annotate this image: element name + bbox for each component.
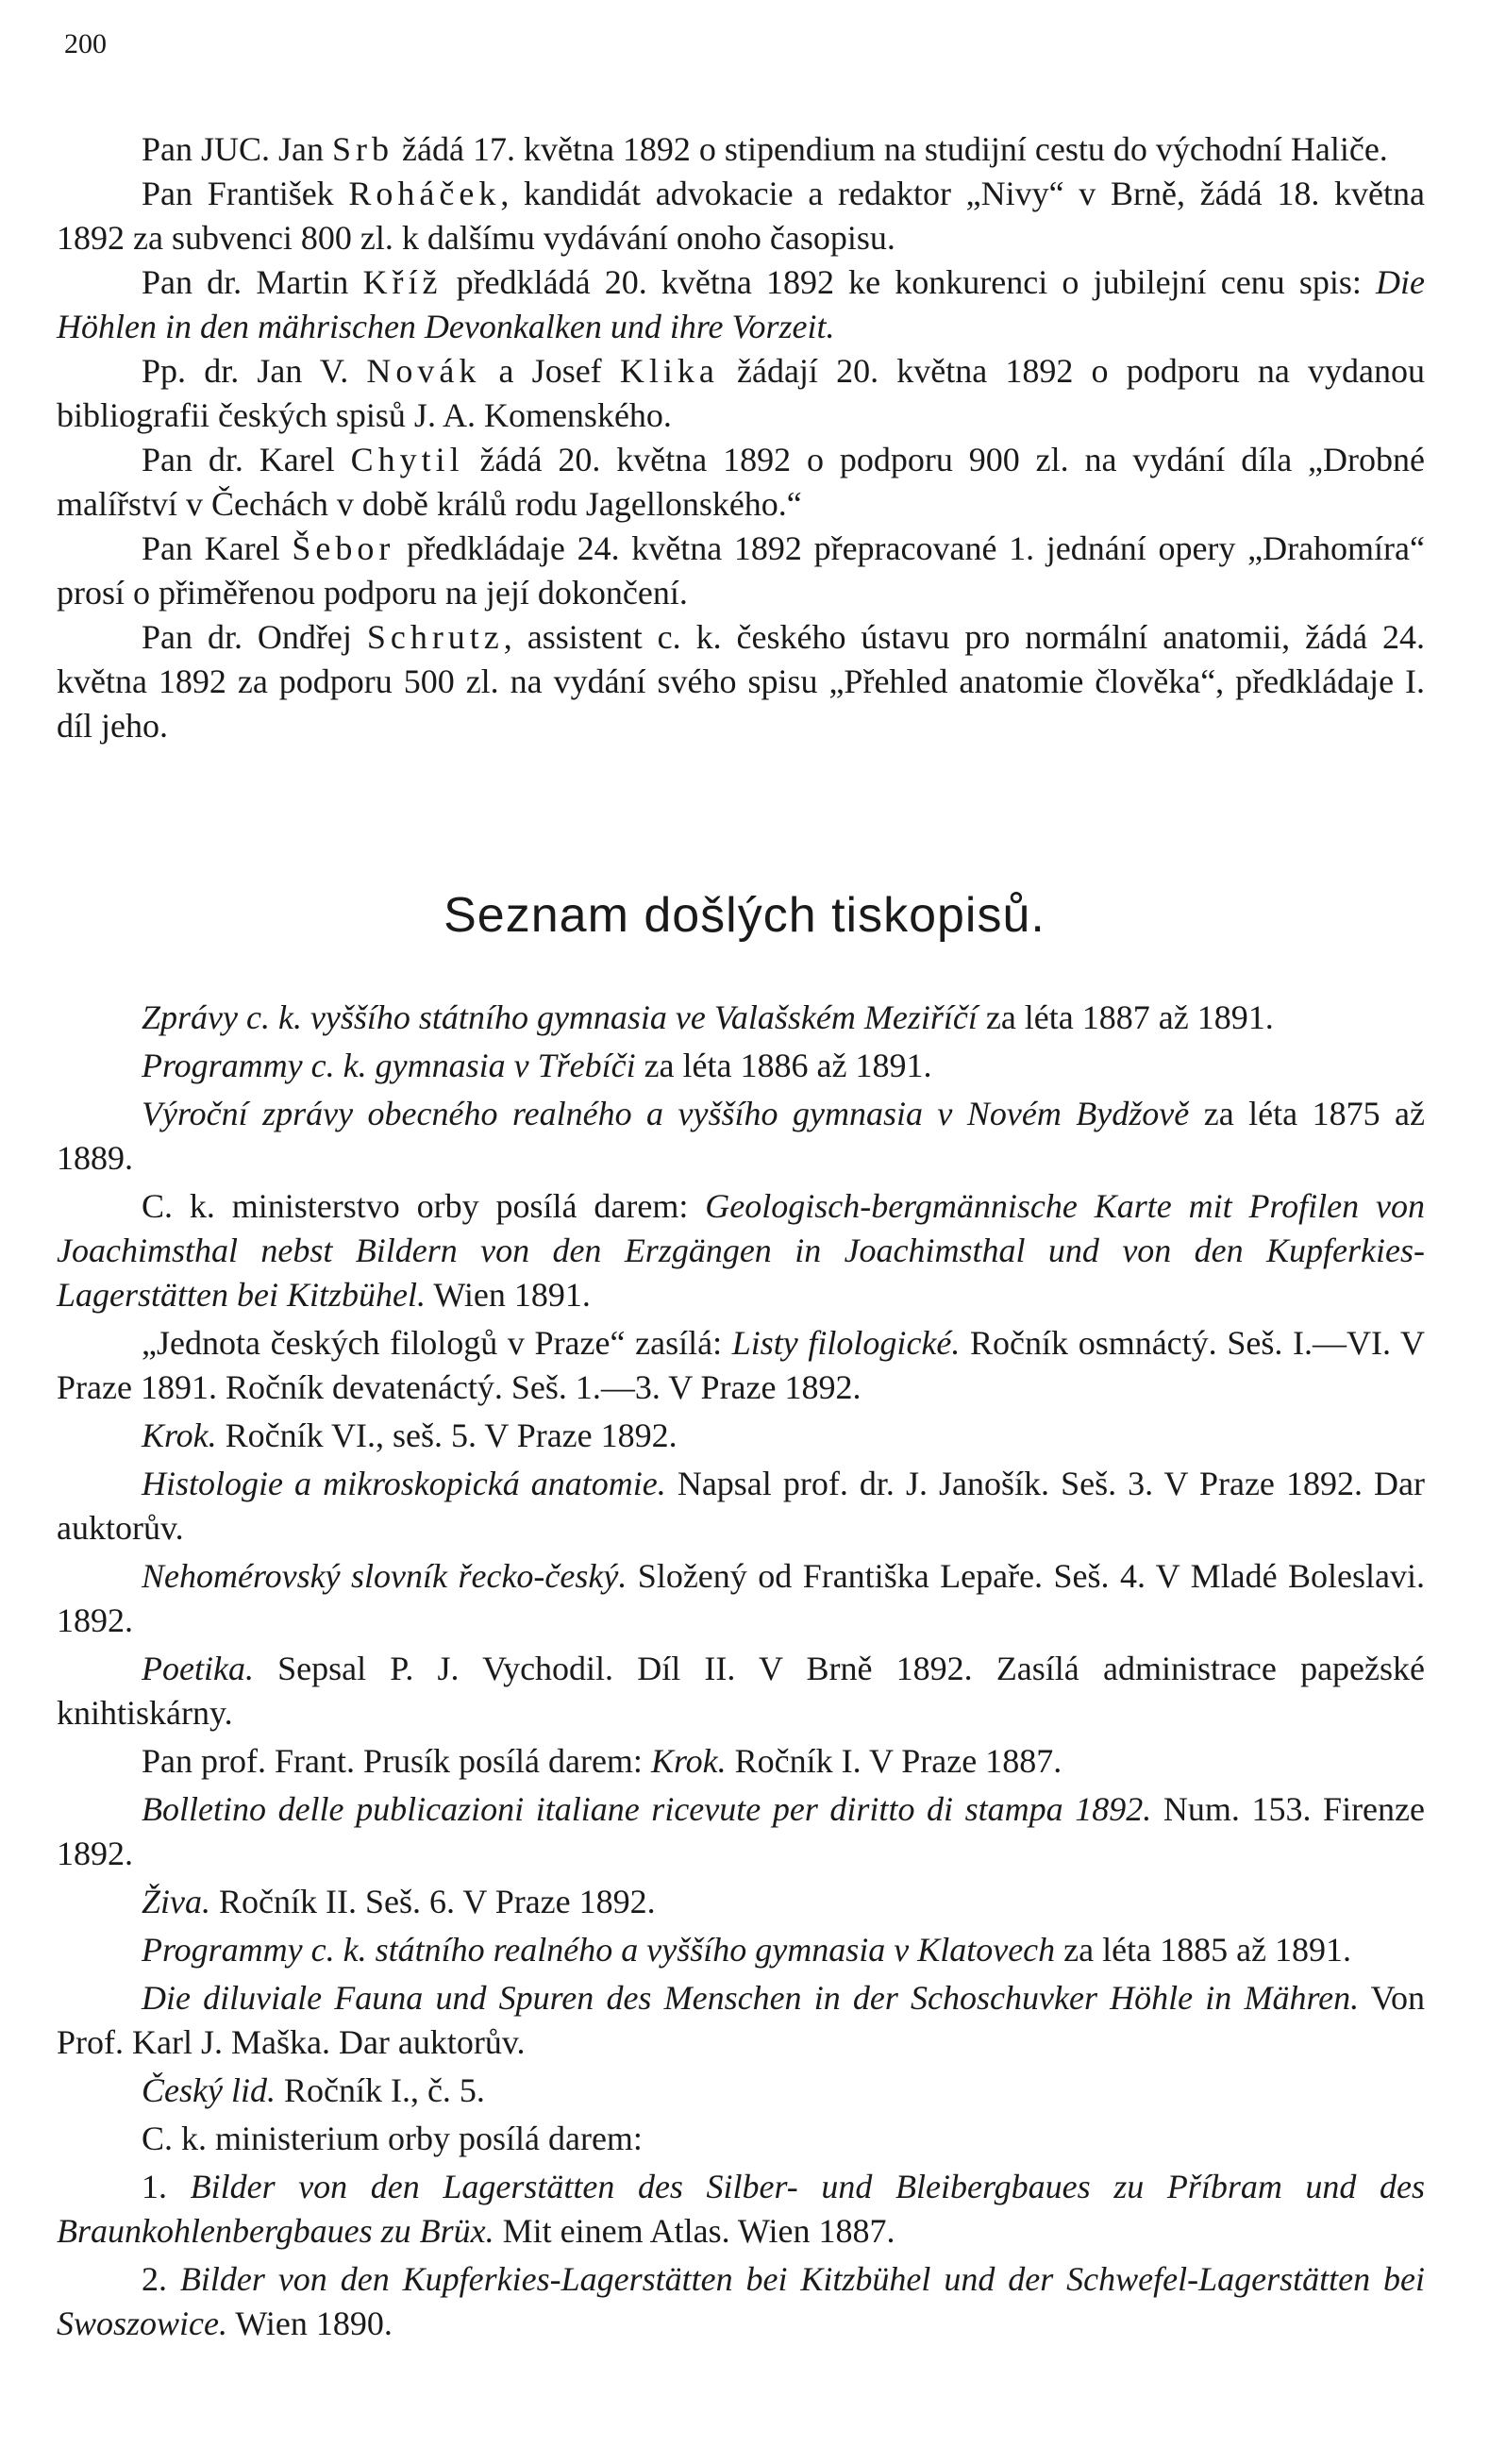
announcement-paragraph: Pan dr. Karel Chytil žádá 20. května 1892 o podporu 900 zl. na vydání díla „Drobné malířství v Čechách v době králů rodu Jagellonského.“: [57, 441, 1426, 523]
announcement-paragraph: Pan František Roháček, kandidát advokacie a redaktor „Nivy“ v Brně, žádá 18. května 1892 za subvenci 800 zl. k dalšímu vydávání onoho časopisu.: [57, 175, 1425, 257]
announcement-paragraph: Pan dr. Ondřej Schrutz, assistent c. k. českého ústavu pro normální anatomii, žádá 24. května 1892 za podporu 500 zl. na vydání svého spisu „Přehled anatomie člověka“, předkládaje I. díl jeho.: [57, 618, 1425, 745]
print-entry: Bolletino delle publicazioni italiane ricevute per diritto di stampa 1892. Num. 153. Firenze 1892.: [57, 1790, 1425, 1872]
print-entry: 1. Bilder von den Lagerstätten des Silber- und Bleibergbaues zu Příbram und des Braunkohlenbergbaues zu Brüx. Mit einem Atlas. Wien 1887.: [57, 2168, 1426, 2250]
print-entry: Živa. Ročník II. Seš. 6. V Praze 1892.: [142, 1883, 656, 1920]
announcements-section: [57, 127, 1425, 748]
print-entry: Die diluviale Fauna und Spuren des Menschen in der Schoschuvker Höhle in Mähren. Von Prof. Karl J. Maška. Dar auktorův.: [57, 1979, 1425, 2061]
print-entry: Pan prof. Frant. Prusík posílá darem: Krok. Ročník I. V Praze 1887.: [142, 1742, 1062, 1780]
section-heading: Seznam došlých tiskopisů.: [443, 888, 1046, 943]
print-entry: C. k. ministerium orby posílá darem:: [142, 2120, 643, 2157]
print-entry: Zprávy c. k. vyššího státního gymnasia ve Valašském Meziříčí za léta 1887 až 1891.: [142, 998, 1274, 1036]
print-entry: 2. Bilder von den Kupferkies-Lagerstätten bei Kitzbühel und der Schwefel-Lagerstätten bei Swoszowice. Wien 1890.: [57, 2260, 1425, 2342]
announcement-paragraph: Pan dr. Martin Kříž předkládá 20. května 1892 ke konkurenci o jubilejní cenu spis: Die Höhlen in den mährischen Devonkalken und ihre Vorzeit.: [57, 263, 1426, 345]
print-entry: Český lid. Ročník I., č. 5.: [142, 2071, 485, 2109]
print-entry: C. k. ministerstvo orby posílá darem: Geologisch-bergmännische Karte mit Profilen von Joachimsthal nebst Bildern von den Erzgängen in Joachimsthal und von den Kupferkies-Lagerstätten bei Kitzbühel. Wien 1891.: [57, 1187, 1425, 1314]
print-entry: Histologie a mikroskopická anatomie. Napsal prof. dr. J. Janošík. Seš. 3. V Praze 1892. Dar auktorův.: [57, 1465, 1426, 1547]
page-number: 200: [64, 28, 107, 59]
print-entry: Nehomérovský slovník řecko-český. Složený od Františka Lepaře. Seš. 4. V Mladé Boleslavi. 1892.: [57, 1557, 1425, 1639]
prints-list: [57, 996, 1425, 2350]
announcement-paragraph: Pp. dr. Jan V. Novák a Josef Klika žádají 20. května 1892 o podporu na vydanou bibliografii českých spisů J. A. Komenského.: [57, 352, 1426, 434]
print-entry: Programmy c. k. gymnasia v Třebíči za léta 1886 až 1891.: [142, 1047, 932, 1084]
announcement-paragraph: Pan Karel Šebor předkládaje 24. května 1892 přepracované 1. jednání opery „Drahomíra“ prosí o přiměřenou podporu na její dokončení.: [57, 529, 1425, 612]
print-entry: Poetika. Sepsal P. J. Vychodil. Díl II. V Brně 1892. Zasílá administrace papežské knihtiskárny.: [57, 1650, 1425, 1732]
print-entry: Výroční zprávy obecného realného a vyššího gymnasia v Novém Bydžově za léta 1875 až 1889.: [57, 1095, 1426, 1177]
print-entry: „Jednota českých filologů v Praze“ zasílá: Listy filologické. Ročník osmnáctý. Seš. I.—VI. V Praze 1891. Ročník devatenáctý. Seš. 1.—3. V Praze 1892.: [57, 1324, 1425, 1406]
announcement-paragraph: Pan JUC. Jan Srb žádá 17. května 1892 o stipendium na studijní cestu do východní Haliče.: [142, 130, 1388, 168]
print-entry: Krok. Ročník VI., seš. 5. V Praze 1892.: [142, 1416, 678, 1454]
print-entry: Programmy c. k. státního realného a vyššího gymnasia v Klatovech za léta 1885 až 1891.: [142, 1931, 1352, 1969]
